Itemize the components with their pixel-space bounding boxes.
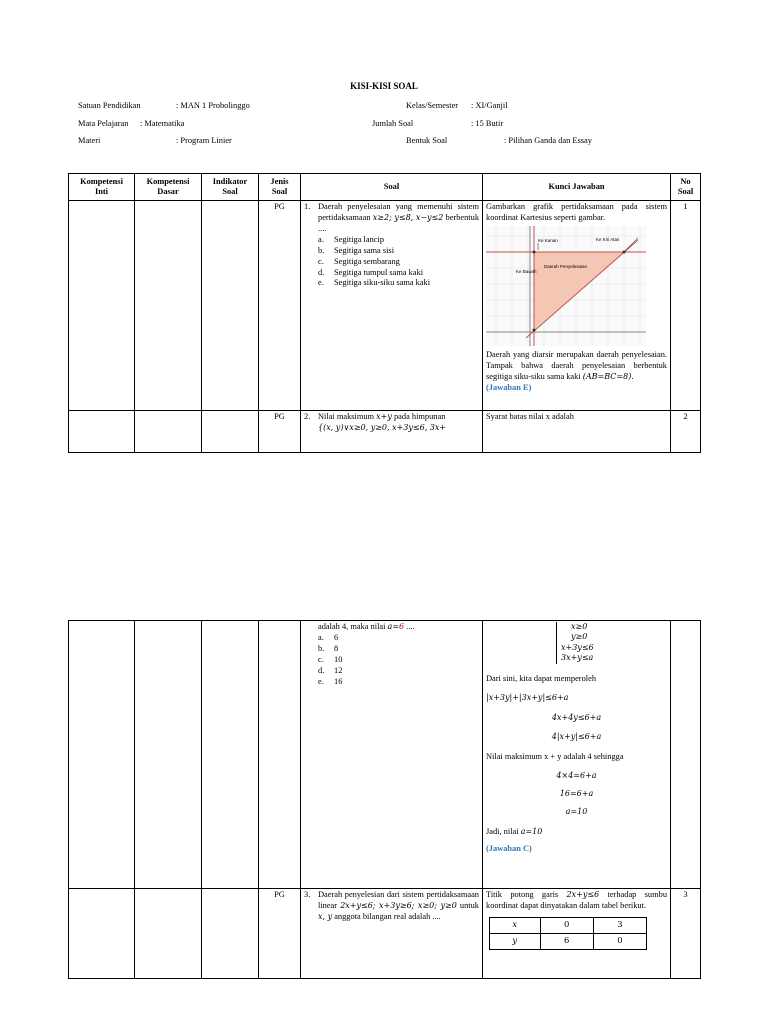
answer-cell: Titik potong garis 2x+y≤6 terhadap sumbu koordinat dapat dinyatakan dalam tabel berikut. x 0 3 y 6 0 [483,889,671,979]
jumlah-value: : 15 Butir [471,119,504,128]
inequality-system: x≥0 y≥0 x+3y≤6 3x+y≤a [556,622,667,664]
question-cell: 3. Daerah penyelesian dari sistem pertidaksamaan linear 2x+y≤6; x+3y≥6; x≥0; y≥0 untuk x, y anggota bilangan real adalah .... [301,889,483,979]
jenis-soal: PG [259,889,301,979]
question-cell: adalah 4, maka nilai a=6 .... a. 6 b. 8 c. 10 d. 12 e. 16 [301,621,483,889]
kelas-value: : XI/Ganjil [471,101,508,110]
answer-cell: x≥0 y≥0 x+3y≤6 3x+y≤a Dari sini, kita dapat memperoleh |x+3y|+|3x+y|≤6+a 4x+4y≤6+a 4|x+y|≤6+a Nilai maksimum x + y adalah 4 sehingga 4×4=6+a 16=6+a a=10 Jadi, nilai a=10 (Jawaban C) [483,621,671,889]
question-number: 3 [671,889,701,979]
header-kunci-jawaban: Kunci Jawaban [483,174,671,201]
svg-text:Ke Kiri Atas: Ke Kiri Atas [596,236,620,242]
kisi-table-continued [68,620,701,979]
jumlah-label: Jumlah Soal [372,119,414,128]
satuan-label: Satuan Pendidikan [78,101,141,110]
bentuk-value: : Pilihan Ganda dan Essay [504,136,592,145]
mapel-label: Mata Pelajaran [78,119,129,128]
answer-key: (Jawaban C) [486,843,532,853]
answer-cell: Gambarkan grafik pertidaksamaan pada sistem koordinat Kartesius seperti gambar. Ke Kiri Atas Ke Kanan Ke Bawah Daerah Penyelesaian Daerah yang diarsir merupakan daerah penyelesaian. Tampak bahwa daerah penyelesaian berbentuk segitiga siku-siku sama kaki (AB=BC=8). (Jawaban E) [483,201,671,411]
jenis-soal: PG [259,411,301,453]
header-jenis-soal: Jenis Soal [259,174,301,201]
materi-label: Materi [78,136,101,145]
header-kompetensi-dasar: Kompetensi Dasar [135,174,202,201]
jenis-soal: PG [259,201,301,411]
intercept-table: x 0 3 y 6 0 [489,917,647,950]
answer-key: (Jawaban E) [486,382,532,392]
satuan-value: : MAN 1 Probolinggo [176,101,250,110]
table-header-row [69,174,701,201]
header-kompetensi-inti: Kompetensi Inti [69,174,135,201]
materi-value: : Program Linier [176,136,232,145]
bentuk-label: Bentuk Soal [406,136,448,145]
header-soal: Soal [301,174,483,201]
header-no-soal: No Soal [671,174,701,201]
svg-text:Ke Kanan: Ke Kanan [538,237,558,243]
question-number: 1 [671,201,701,411]
table-row [69,889,701,979]
svg-text:Ke Bawah: Ke Bawah [516,268,537,274]
kisi-table [68,173,701,453]
header-indikator-soal: Indikator Soal [202,174,259,201]
question-number: 2 [671,411,701,453]
table-row [69,201,701,411]
document-title: KISI-KISI SOAL [350,81,418,91]
mapel-value: : Matematika [140,119,185,128]
answer-cell: Syarat batas nilai x adalah [483,411,671,453]
question-cell: 1. Daerah penyelesaian yang memenuhi sistem pertidaksamaan x≥2; y≤8, x−y≤2 berbentuk .... a. Segitiga lancip b. Segitiga sama sisi c. Segitiga sembarang d. Segitiga tumpul sama kaki e. Segitiga siku-siku sama kaki [301,201,483,411]
svg-text:Daerah Penyelesaian: Daerah Penyelesaian [544,263,588,269]
table-row [69,411,701,453]
question-cell: 2. Nilai maksimum x+y pada himpunan {(x, y)∨x≥0, y≥0, x+3y≤6, 3x+ [301,411,483,453]
table-row [69,621,701,889]
solution-graph [486,226,646,346]
kelas-label: Kelas/Semester [406,101,459,110]
